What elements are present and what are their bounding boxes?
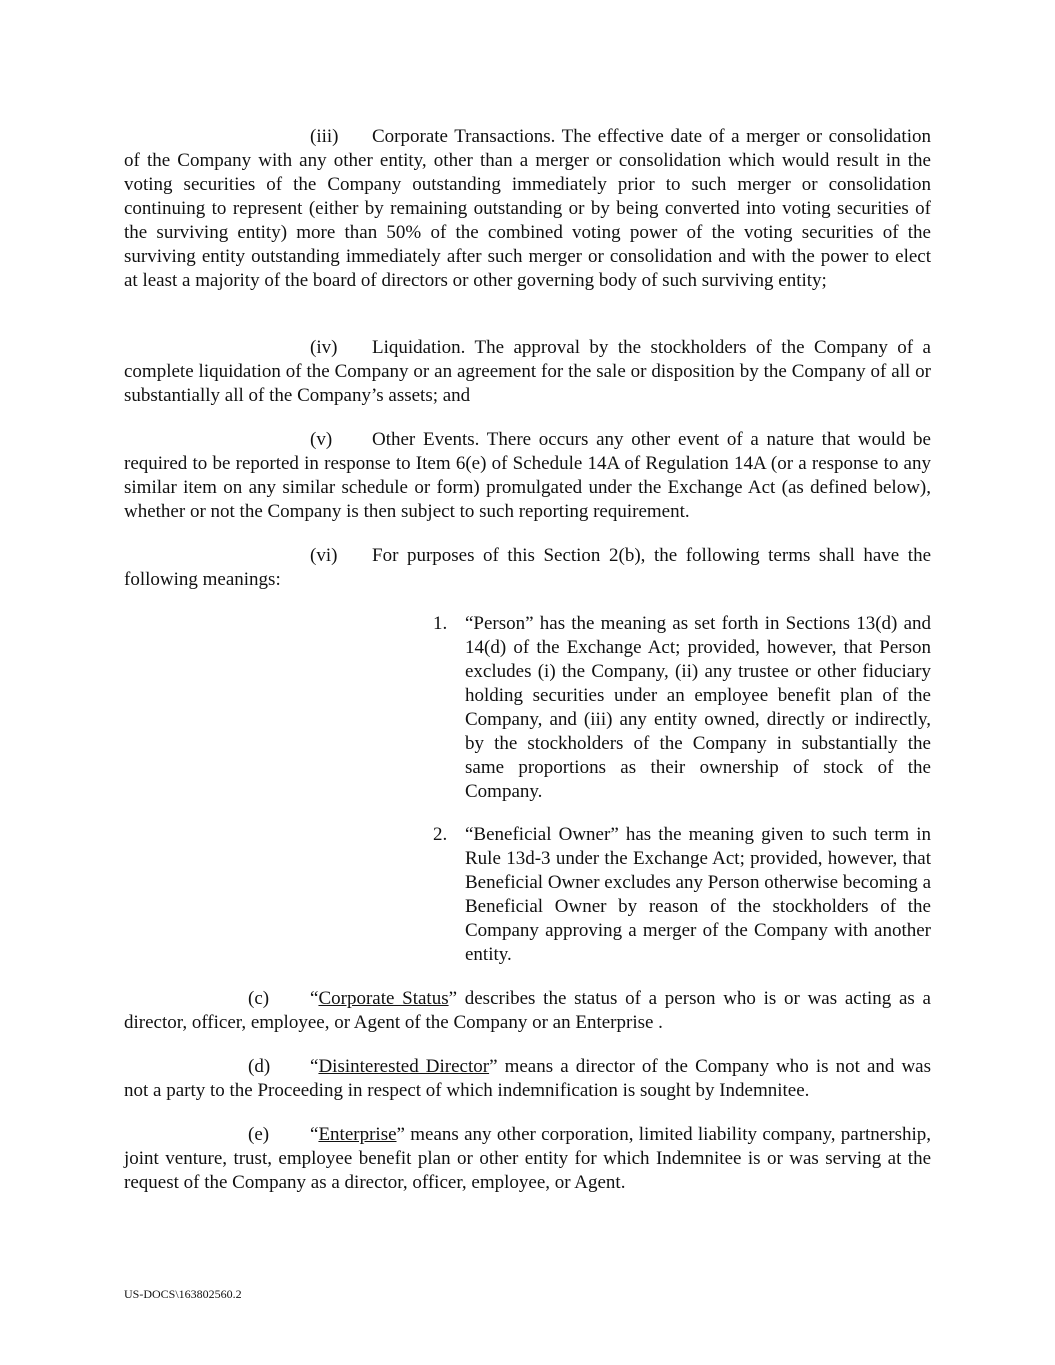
document-id-footer: US-DOCS\163802560.2 (124, 1287, 242, 1301)
section-number: (iv) (310, 337, 338, 358)
section-number: (d) (248, 1056, 271, 1077)
defined-term: Enterprise (318, 1124, 397, 1145)
definition-list-item-person (433, 612, 931, 804)
list-text: “Person” has the meaning as set forth in Sections 13(d) and 14(d) of the Exchange Act; provided, however, that Person excludes (i) the Company, (ii) any trustee or other fiduciary holding securities under an employee benefit plan of the Company, and (iii) any entity owned, directly or indirectly, by the stockholders of the Company in substantially the same proportions as their ownership of stock of the Company. (465, 613, 931, 802)
section-e-enterprise (124, 1123, 931, 1195)
section-text: Corporate Transactions. The effective date of a merger or consolidation of the Company with any other entity, other than a merger or consolidation which would result in the voting securities of the Company outstanding immediately prior to such merger or consolidation continuing to represent (either by remaining outstanding or by being converted into voting securities of the surviving entity) more than 50% of the combined voting power of the voting securities of the surviving entity outstanding immediately after such merger or consolidation and with the power to elect at least a majority of the board of directors or other governing body of such surviving entity; (124, 126, 931, 291)
defined-term: Corporate Status (318, 988, 449, 1009)
section-text: Liquidation. The approval by the stockholders of the Company of a complete liquidation of the Company or an agreement for the sale or disposition by the Company of all or substantially all of the Company’s assets; and (124, 337, 931, 406)
definition-list-item-beneficial-owner (433, 823, 931, 967)
section-iii-corporate-transactions (124, 125, 931, 293)
open-quote: “ (310, 1056, 319, 1077)
section-number: (vi) (310, 545, 338, 566)
section-number: (iii) (310, 126, 339, 147)
section-v-other-events (124, 428, 931, 524)
list-number: 2. (433, 824, 448, 845)
section-text: For purposes of this Section 2(b), the following terms shall have the following meanings: (124, 545, 931, 590)
defined-term: Disinterested Director (318, 1056, 490, 1077)
section-text: ” describes the status of a person who is or was acting as a director, officer, employee, or Agent of the Company or an Enterprise . (124, 988, 931, 1033)
section-number: (c) (248, 988, 270, 1009)
open-quote: “ (310, 988, 319, 1009)
section-text: ” means any other corporation, limited liability company, partnership, joint venture, trust, employee benefit plan or other entity for which Indemnitee is or was serving at the request of the Company as a director, officer, employee, or Agent. (124, 1124, 931, 1193)
list-text: “Beneficial Owner” has the meaning given to such term in Rule 13d-3 under the Exchange Act; provided, however, that Beneficial Owner excludes any Person otherwise becoming a Beneficial Owner by reason of the stockholders of the Company approving a merger of the Company with another entity. (465, 824, 931, 965)
section-c-corporate-status (124, 987, 931, 1035)
section-iv-liquidation (124, 336, 931, 408)
open-quote: “ (310, 1124, 319, 1145)
list-number: 1. (433, 613, 448, 634)
section-d-disinterested-director (124, 1055, 931, 1103)
section-text: Other Events. There occurs any other event of a nature that would be required to be reported in response to Item 6(e) of Schedule 14A of Regulation 14A (or a response to any similar item on any similar schedule or form) promulgated under the Exchange Act (as defined below), whether or not the Company is then subject to such reporting requirement. (124, 429, 931, 522)
section-number: (e) (248, 1124, 270, 1145)
section-vi-definitions-intro (124, 544, 931, 592)
section-number: (v) (310, 429, 333, 450)
section-text: ” means a director of the Company who is not and was not a party to the Proceeding in respect of which indemnification is sought by Indemnitee. (124, 1056, 931, 1101)
